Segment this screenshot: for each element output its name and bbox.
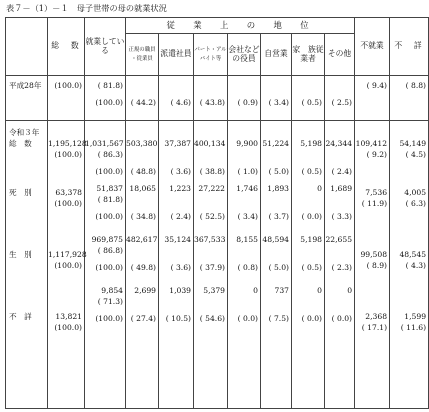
- col-unknown: 54,149 ( 4.5) 4,005 ( 6.3) 48,545 ( 4.3) 1,599 ( 11.6): [390, 120, 429, 408]
- header-blank: [6, 18, 48, 76]
- col-family-worker: 5,198 ( 0.5) 0 ( 0.0) 5,198 ( 0.5) 0 ( 0.0): [292, 120, 325, 408]
- header-regular-employee: 正規の職員 ・従業員: [126, 34, 159, 76]
- header-unknown: 不 詳: [390, 18, 429, 76]
- header-employed: 就業している: [85, 18, 126, 76]
- table-row-r3-sections: [6, 120, 429, 408]
- col-self-employed: 51,224 ( 5.0) 1,893 ( 3.7) 48,594 ( 5.0) 737 ( 7.5): [261, 120, 292, 408]
- col-executive: 9,900 ( 1.0) 1,746 ( 3.4) 8,155 ( 0.8) 0 ( 0.0): [228, 120, 261, 408]
- table-caption: 表７－（1）－１ 母子世帯の母の就業状況: [6, 3, 167, 13]
- row-labels-r3: 令和３年 総 数 死 別 生 別 不 詳: [6, 120, 48, 408]
- header-other: その他: [325, 34, 355, 76]
- header-unemployed: 不就業: [355, 18, 390, 76]
- header-family-worker: 家 族従業者: [292, 34, 325, 76]
- header-parttime: パート・アルバイト等: [194, 34, 228, 76]
- col-parttime: 400,134 ( 38.8) 27,222 ( 52.5) 367,533 ( 37.9) 5,379 ( 54.6): [194, 120, 228, 408]
- header-total: 総 数: [48, 18, 85, 76]
- col-employed: 1,031,567 ( 86.3) (100.0) 51,837 ( 81.8) (100.0) 969,875 ( 86.8) (100.0) 9,854 ( 71.3) (100.0): [85, 120, 126, 408]
- employment-status-table: [5, 17, 429, 409]
- col-other: 24,344 ( 2.4) 1,689 ( 3.3) 22,655 ( 2.3) 0 ( 0.0): [325, 120, 355, 408]
- table-row-h28: 平成28年 (100.0) ( 81.8) (100.0) ( 44.2) ( 4.6) ( 43.8) ( 0.9) ( 3.4) ( 0.5) ( 2.5) ( 9.4) ( 8.8): [6, 76, 429, 121]
- col-regular: 503,380 ( 48.8) 18,065 ( 34.8) 482,617 ( 49.8) 2,699 ( 27.4): [126, 120, 159, 408]
- header-dispatch: 派遣社員: [159, 34, 194, 76]
- header-employment-status-group: 従 業 上 の 地 位: [126, 18, 355, 34]
- col-total: 1,195,128 (100.0) 63,378 (100.0) 1,117,928 (100.0) 13,821 (100.0): [48, 120, 85, 408]
- header-executive: 会社などの役員: [228, 34, 261, 76]
- row-label: 平成28年: [6, 76, 48, 121]
- col-dispatch: 37,387 ( 3.6) 1,223 ( 2.4) 35,124 ( 3.6) 1,039 ( 10.5): [159, 120, 194, 408]
- col-unemployed: 109,412 ( 9.2) 7,536 ( 11.9) 99,508 ( 8.9) 2,368 ( 17.1): [355, 120, 390, 408]
- header-self-employed: 自営業: [261, 34, 292, 76]
